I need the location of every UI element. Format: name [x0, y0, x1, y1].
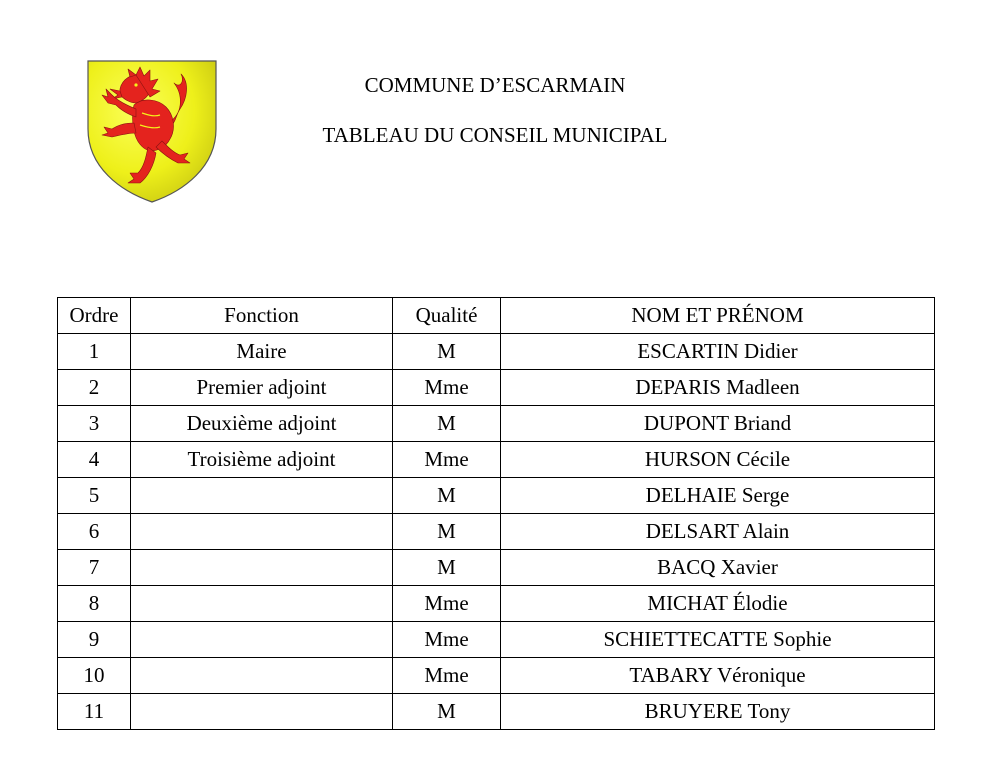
- table-row: [58, 586, 935, 622]
- cell-qualite: Mme: [393, 622, 501, 658]
- cell-qualite: M: [393, 406, 501, 442]
- cell-qualite: Mme: [393, 370, 501, 406]
- cell-nom: BACQ Xavier: [501, 550, 935, 586]
- cell-nom: SCHIETTECATTE Sophie: [501, 622, 935, 658]
- header-nom: NOM ET PRÉNOM: [501, 298, 935, 334]
- header-fonction: Fonction: [131, 298, 393, 334]
- cell-fonction: Troisième adjoint: [131, 442, 393, 478]
- cell-nom: HURSON Cécile: [501, 442, 935, 478]
- council-table: [57, 297, 935, 730]
- cell-fonction: [131, 622, 393, 658]
- cell-qualite: M: [393, 550, 501, 586]
- table-row: [58, 514, 935, 550]
- table-row: [58, 442, 935, 478]
- cell-nom: ESCARTIN Didier: [501, 334, 935, 370]
- cell-nom: DELSART Alain: [501, 514, 935, 550]
- cell-qualite: M: [393, 694, 501, 730]
- cell-fonction: Deuxième adjoint: [131, 406, 393, 442]
- cell-ordre: 11: [58, 694, 131, 730]
- cell-nom: DELHAIE Serge: [501, 478, 935, 514]
- header-ordre: Ordre: [58, 298, 131, 334]
- cell-fonction: Premier adjoint: [131, 370, 393, 406]
- cell-ordre: 3: [58, 406, 131, 442]
- table-row: [58, 334, 935, 370]
- cell-nom: BRUYERE Tony: [501, 694, 935, 730]
- cell-ordre: 2: [58, 370, 131, 406]
- table-row: [58, 478, 935, 514]
- cell-qualite: Mme: [393, 586, 501, 622]
- cell-qualite: Mme: [393, 442, 501, 478]
- cell-ordre: 7: [58, 550, 131, 586]
- cell-ordre: 1: [58, 334, 131, 370]
- cell-fonction: [131, 478, 393, 514]
- cell-qualite: M: [393, 334, 501, 370]
- page-subtitle: TABLEAU DU CONSEIL MUNICIPAL: [322, 123, 668, 147]
- cell-fonction: [131, 514, 393, 550]
- table-row: [58, 406, 935, 442]
- cell-ordre: 8: [58, 586, 131, 622]
- table-row: [58, 622, 935, 658]
- cell-ordre: 5: [58, 478, 131, 514]
- cell-qualite: M: [393, 514, 501, 550]
- cell-fonction: [131, 694, 393, 730]
- table-row: [58, 550, 935, 586]
- cell-qualite: M: [393, 478, 501, 514]
- cell-ordre: 6: [58, 514, 131, 550]
- cell-fonction: Maire: [131, 334, 393, 370]
- cell-fonction: [131, 586, 393, 622]
- table-row: [58, 370, 935, 406]
- cell-nom: MICHAT Élodie: [501, 586, 935, 622]
- header-qualite: Qualité: [393, 298, 501, 334]
- cell-nom: TABARY Véronique: [501, 658, 935, 694]
- cell-ordre: 4: [58, 442, 131, 478]
- table-row: [58, 694, 935, 730]
- cell-nom: DEPARIS Madleen: [501, 370, 935, 406]
- table-header-row: [58, 298, 935, 334]
- commune-title: COMMUNE D’ESCARMAIN: [364, 73, 626, 97]
- cell-nom: DUPONT Briand: [501, 406, 935, 442]
- cell-ordre: 9: [58, 622, 131, 658]
- cell-fonction: [131, 550, 393, 586]
- table-row: [58, 658, 935, 694]
- cell-fonction: [131, 658, 393, 694]
- cell-ordre: 10: [58, 658, 131, 694]
- cell-qualite: Mme: [393, 658, 501, 694]
